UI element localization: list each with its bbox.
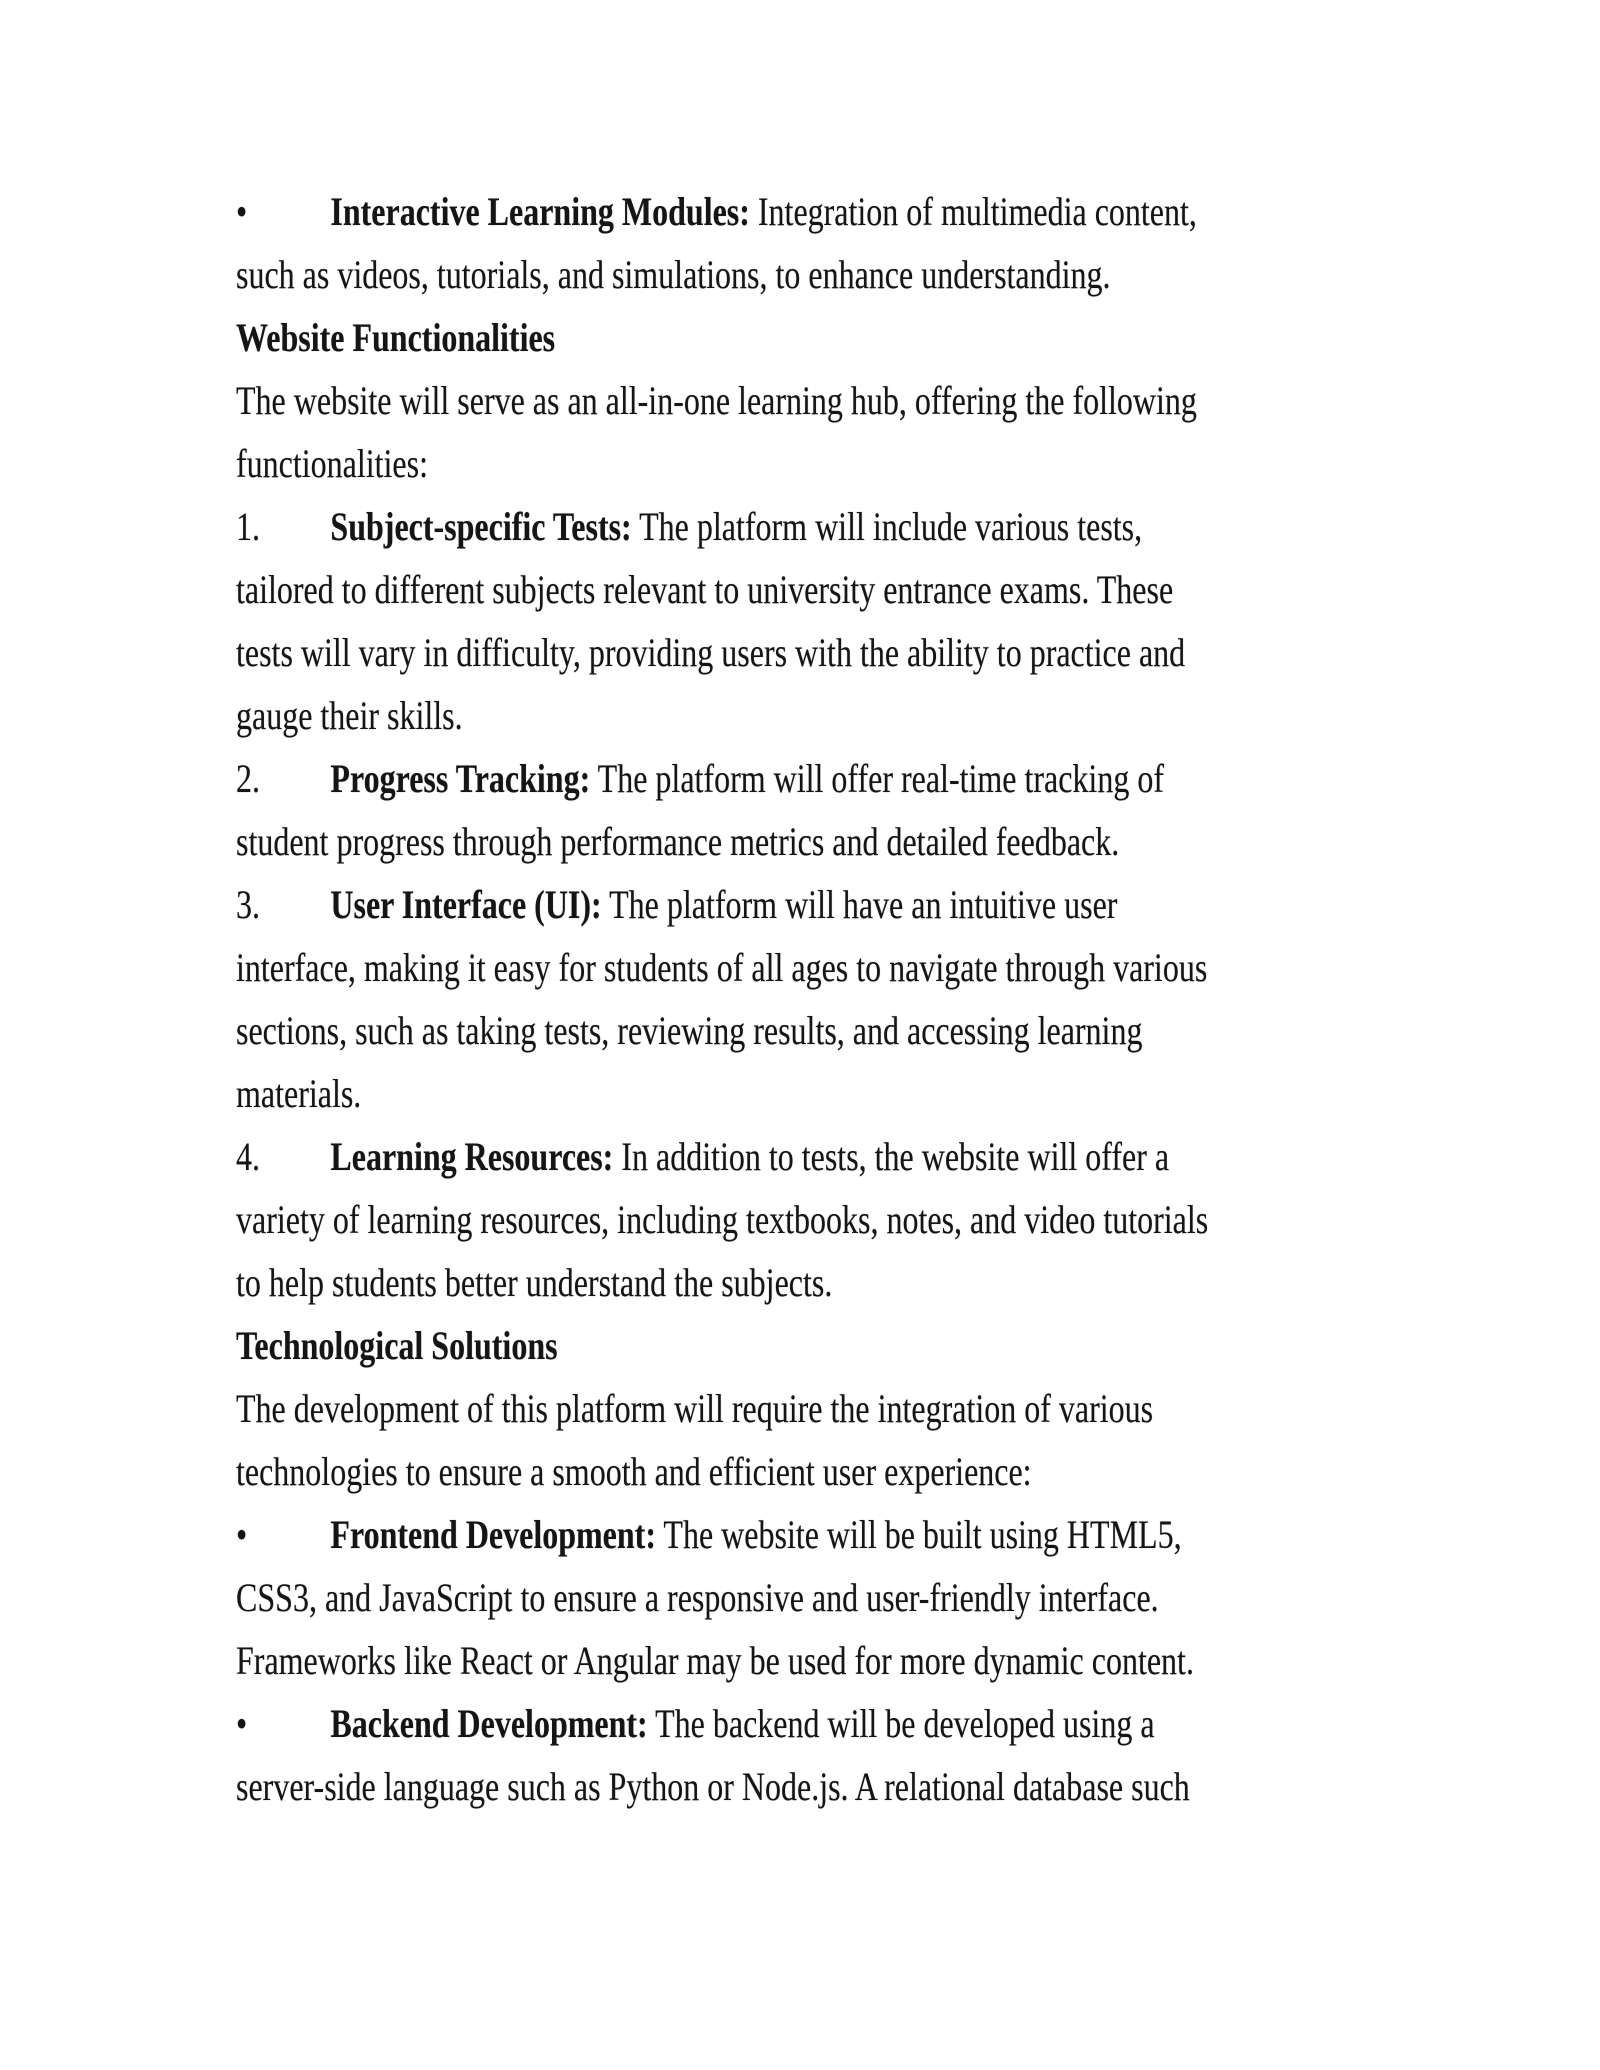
text-line: such as videos, tutorials, and simulations, to enhance understanding.	[236, 252, 1111, 297]
bold-run-in-label: User Interface (UI):	[330, 882, 602, 927]
paragraph-block	[236, 1377, 1436, 1503]
section-heading: Technological Solutions	[236, 1323, 558, 1368]
text-line: functionalities:	[236, 441, 428, 486]
text-line: CSS3, and JavaScript to ensure a responsive and user-friendly interface.	[236, 1575, 1159, 1620]
text-line: gauge their skills.	[236, 693, 463, 738]
bold-run-in-label: Subject-specific Tests:	[330, 504, 632, 549]
text-line: variety of learning resources, including textbooks, notes, and video tutorials	[236, 1197, 1209, 1242]
text-line: The website will serve as an all-in-one learning hub, offering the following	[236, 378, 1197, 423]
text-line: 2. Progress Tracking: The platform will offer real-time tracking of	[236, 747, 1436, 810]
bold-run-in-label: Backend Development:	[330, 1701, 648, 1746]
text-line: 1. Subject-specific Tests: The platform will include various tests,	[236, 495, 1436, 558]
numbered-block	[236, 747, 1436, 873]
heading-block	[236, 1314, 1436, 1377]
text-line: student progress through performance metrics and detailed feedback.	[236, 819, 1120, 864]
text-line: • Frontend Development: The website will be built using HTML5,	[236, 1503, 1436, 1566]
text-line: • Interactive Learning Modules: Integration of multimedia content,	[236, 180, 1436, 243]
paragraph-block	[236, 369, 1436, 495]
numbered-block	[236, 1125, 1436, 1314]
bold-run-in-label: Interactive Learning Modules:	[330, 189, 750, 234]
list-number-marker: 3.	[236, 882, 260, 927]
text-line: 3. User Interface (UI): The platform will have an intuitive user	[236, 873, 1436, 936]
text-line: interface, making it easy for students of all ages to navigate through various	[236, 945, 1208, 990]
bullet-block	[236, 1503, 1436, 1692]
heading-block	[236, 306, 1436, 369]
text-line: server-side language such as Python or Node.js. A relational database such	[236, 1764, 1190, 1809]
list-number-marker: 4.	[236, 1134, 260, 1179]
list-number-marker: 1.	[236, 504, 260, 549]
text-line: to help students better understand the subjects.	[236, 1260, 833, 1305]
bold-run-in-label: Frontend Development:	[330, 1512, 656, 1557]
numbered-block	[236, 495, 1436, 747]
text-line: sections, such as taking tests, reviewing results, and accessing learning	[236, 1008, 1143, 1053]
text-line: technologies to ensure a smooth and efficient user experience:	[236, 1449, 1032, 1494]
bold-run-in-label: Learning Resources:	[330, 1134, 614, 1179]
text-line: Frameworks like React or Angular may be used for more dynamic content.	[236, 1638, 1194, 1683]
bullet-marker: •	[236, 189, 248, 234]
text-line: The development of this platform will require the integration of various	[236, 1386, 1154, 1431]
bullet-block	[236, 1692, 1436, 1818]
numbered-block	[236, 873, 1436, 1125]
bullet-block	[236, 180, 1436, 306]
section-heading: Website Functionalities	[236, 315, 556, 360]
list-number-marker: 2.	[236, 756, 260, 801]
text-line: tests will vary in difficulty, providing users with the ability to practice and	[236, 630, 1186, 675]
bullet-marker: •	[236, 1512, 248, 1557]
text-line: tailored to different subjects relevant to university entrance exams. These	[236, 567, 1174, 612]
text-line: 4. Learning Resources: In addition to tests, the website will offer a	[236, 1125, 1436, 1188]
text-line: materials.	[236, 1071, 362, 1116]
bullet-marker: •	[236, 1701, 248, 1746]
document-content	[236, 180, 1436, 1818]
text-line: • Backend Development: The backend will be developed using a	[236, 1692, 1436, 1755]
bold-run-in-label: Progress Tracking:	[330, 756, 591, 801]
